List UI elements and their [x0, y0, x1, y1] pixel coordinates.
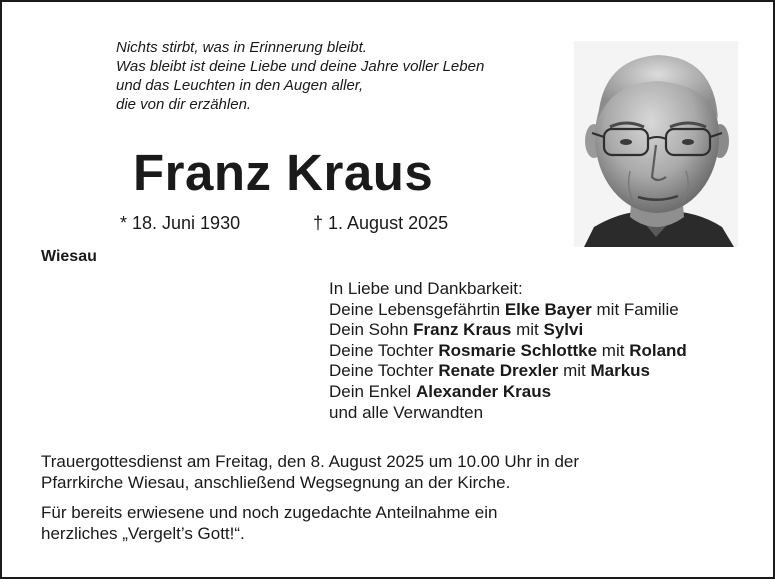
mourner-line — [329, 341, 687, 362]
mourner-relation: Deine Lebensgefährtin — [329, 299, 501, 319]
mourner-partner: Markus — [590, 361, 651, 381]
funeral-service-info — [41, 451, 579, 493]
mourners-closing: und alle Verwandten — [329, 402, 484, 422]
mourner-line — [329, 361, 687, 382]
mourner-relation: Deine Tochter — [329, 361, 434, 381]
portrait-photo — [574, 41, 738, 247]
deceased-name: Franz Kraus — [133, 144, 434, 201]
mourner-with: mit Familie — [596, 299, 679, 319]
memorial-poem — [116, 38, 484, 114]
mourner-name: Alexander Kraus — [415, 381, 552, 401]
poem-line: Was bleibt ist deine Liebe und deine Jahre voller Leben — [116, 58, 485, 75]
service-line: Trauergottesdienst am Freitag, den 8. August 2025 um 10.00 Uhr in der — [41, 452, 580, 471]
service-line: Pfarrkirche Wiesau, anschließend Wegsegnung an der Kirche. — [41, 473, 511, 492]
mourner-name: Franz Kraus — [413, 320, 512, 340]
mourner-partner: Sylvi — [543, 320, 584, 340]
mourner-with: mit — [563, 361, 586, 381]
thanks-line: Für bereits erwiesene und noch zugedachte Anteilnahme ein — [41, 503, 498, 522]
thanks-line: herzliches „Vergelt’s Gott!“. — [41, 524, 245, 543]
mourner-line — [329, 300, 687, 321]
mourner-name: Elke Bayer — [504, 299, 592, 319]
birth-date: * 18. Juni 1930 — [120, 213, 241, 233]
mourner-with: mit — [601, 340, 625, 360]
poem-line: Nichts stirbt, was in Erinnerung bleibt. — [116, 39, 367, 56]
mourner-with: mit — [516, 320, 539, 340]
death-date: † 1. August 2025 — [313, 213, 449, 233]
mourners-intro: In Liebe und Dankbarkeit: — [329, 279, 523, 298]
mourners-list — [329, 279, 687, 423]
mourner-relation: Deine Tochter — [329, 340, 434, 360]
mourner-relation: Dein Sohn — [329, 320, 409, 340]
mourner-line — [329, 382, 687, 403]
portrait-photo-icon — [574, 41, 738, 247]
place-of-residence: Wiesau — [41, 248, 97, 265]
thanks-note — [41, 502, 497, 544]
mourner-name: Rosmarie Schlottke — [438, 340, 598, 360]
poem-line: und das Leuchten in den Augen aller, — [116, 77, 364, 94]
poem-line: die von dir erzählen. — [116, 96, 252, 113]
mourner-name: Renate Drexler — [438, 361, 559, 381]
mourner-partner: Roland — [629, 340, 687, 360]
mourner-line — [329, 320, 687, 341]
mourner-relation: Dein Enkel — [329, 381, 412, 401]
